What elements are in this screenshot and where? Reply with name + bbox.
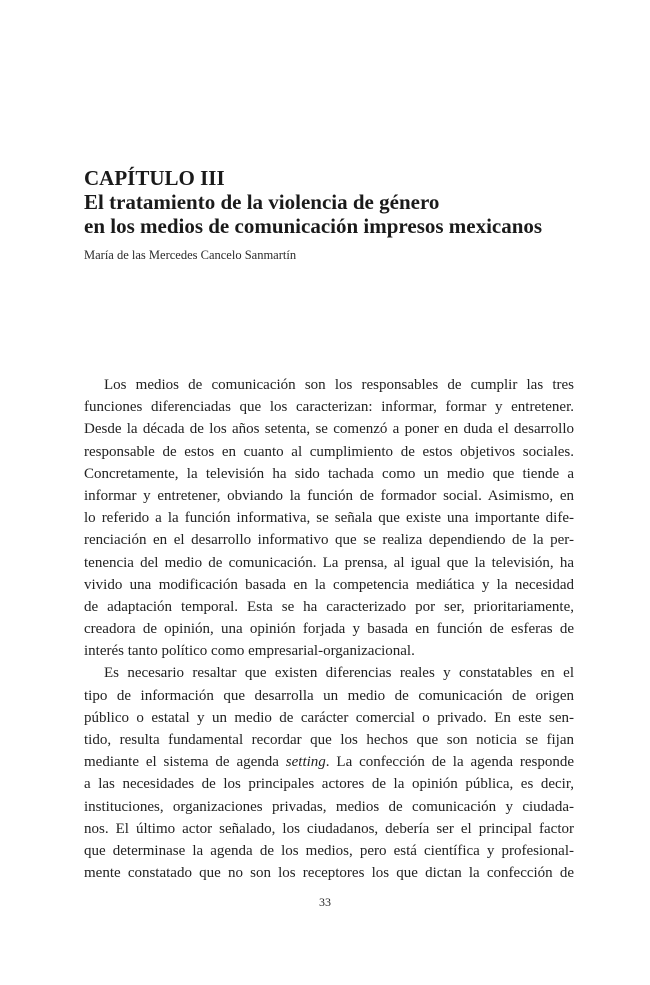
text-line: Desde la década de los años setenta, se comenzó a poner en duda el desarrollo [84, 421, 574, 438]
text-line: interés tanto político como empresarial-organizacional. [84, 643, 415, 660]
text-line: público o estatal y un medio de carácter comercial o privado. En este sen- [84, 709, 574, 726]
text-line: Es necesario resaltar que existen diferencias reales y constatables en el [104, 665, 574, 682]
text-line: mediante el sistema de agenda setting. La confección de la agenda responde [84, 754, 574, 771]
text-line: funciones diferenciadas que los caracterizan: informar, formar y entretener. [84, 399, 574, 416]
paragraph-2 [84, 662, 574, 884]
text-line: vivido una modificación basada en la competencia mediática y la necesidad [84, 576, 574, 593]
text-line: tenencia del medio de comunicación. La prensa, al igual que la televisión, ha [84, 554, 574, 571]
chapter-header [84, 166, 584, 263]
chapter-title-line-2: en los medios de comunicación impresos mexicanos [84, 214, 543, 238]
text-line: que determinase la agenda de los medios, pero está científica y profesional- [84, 842, 574, 859]
chapter-author: María de las Mercedes Cancelo Sanmartín [84, 248, 297, 262]
text-line: de adaptación temporal. Esta se ha caracterizado por ser, prioritariamente, [84, 598, 574, 615]
paragraph-1 [84, 374, 574, 662]
text-line: nos. El último actor señalado, los ciudadanos, debería ser el principal factor [84, 820, 574, 837]
text-line: responsable de estos en cuanto al cumplimiento de estos objetivos sociales. [84, 443, 574, 460]
emphasis-setting: setting [285, 754, 326, 771]
text-line: lo referido a la función informativa, se señala que existe una importante dife- [84, 510, 574, 527]
chapter-title-line-1: El tratamiento de la violencia de género [84, 190, 440, 214]
text-line: Los medios de comunicación son los responsables de cumplir las tres [104, 377, 574, 393]
chapter-label: CAPÍTULO III [84, 166, 225, 190]
text-line: tido, resulta fundamental recordar que los hechos que son noticia se fijan [84, 732, 574, 748]
body-text [84, 374, 574, 884]
text-line: instituciones, organizaciones privadas, medios de comunicación y ciudada- [84, 798, 574, 815]
text-line: tipo de información que desarrolla un medio de comunicación de origen [84, 687, 574, 704]
text-line: informar y entretener, obviando la función de formador social. Asimismo, en [84, 487, 574, 504]
text-line: a las necesidades de los principales actores de la opinión pública, es decir, [84, 776, 574, 793]
text-line: creadora de opinión, una opinión forjada y basada en función de esferas de [84, 621, 574, 638]
text-line: renciación en el desarrollo informativo que se realiza dependiendo de la per- [84, 532, 574, 549]
page-number: 33 [319, 895, 331, 909]
text-line: mente constatado que no son los receptores los que dictan la confección de [84, 865, 574, 882]
text-line: Concretamente, la televisión ha sido tachada como un medio que tiende a [84, 465, 574, 482]
